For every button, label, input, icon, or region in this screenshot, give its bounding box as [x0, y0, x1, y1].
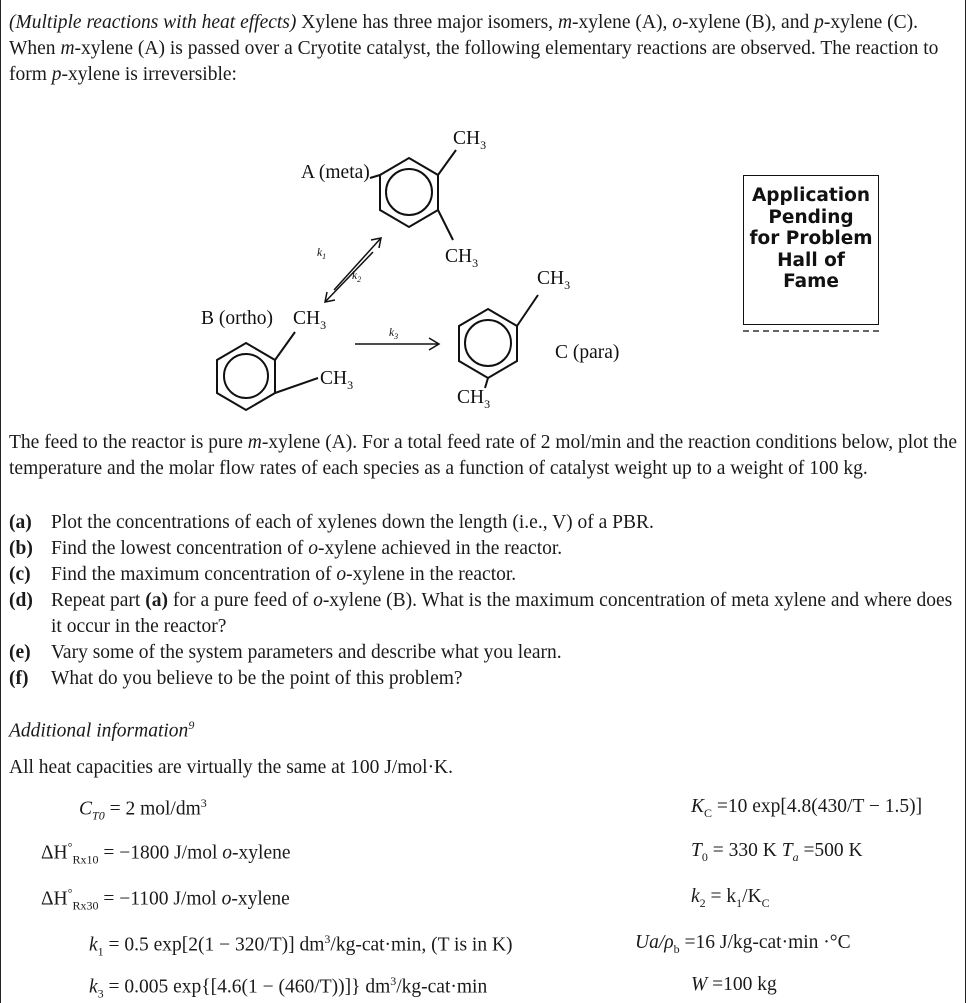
label-ortho: B (ortho): [201, 308, 274, 329]
eq-kc: $K_C =10$ exp[4.8(430/T − 1.5)]: [691, 796, 923, 820]
ch3-label: $CH_3$: [453, 128, 487, 152]
k2-label: $k_2$: [352, 270, 362, 284]
eq-t0-ta: $T_0 = 330$ K $T_a =500$ K: [691, 840, 863, 864]
label-meta: A (meta): [301, 162, 370, 183]
ch3-label: $CH_3$: [537, 268, 571, 292]
k3-label: $k_3$: [389, 327, 399, 341]
eq-w: W =100 kg: [691, 974, 777, 995]
feed-paragraph: The feed to the reactor is pure m-xylene (A). For a total feed rate of 2 mol/min and the reaction conditions below, plot the temperature and the molar flow rates of each species as a function of catalyst weight up to a weight of 100 kg.: [9, 432, 957, 479]
label-para: C (para): [555, 342, 620, 363]
problem-title: (Multiple reactions with heat effects): [9, 12, 297, 33]
intro-paragraph: (Multiple reactions with heat effects) Xylene has three major isomers, m-xylene (A), o-xylene (B), and p-xylene (C). When m-xylene (A) is passed over a Cryotite catalyst, the following elementary reactions are observed. The reaction to form p-xylene is irreversible:: [9, 12, 939, 85]
eq-ua: $Ua/\rho_b =16$ J/kg-cat·min ·°C: [635, 932, 851, 956]
eq-dh-rx30: $\Delta H^\circ_{Rx30} = -1100$ J/mol o-xylene: [41, 886, 290, 913]
question-e: (e) Vary some of the system parameters and describe what you learn.: [9, 642, 562, 663]
question-b: (b) Find the lowest concentration of o-xylene achieved in the reactor.: [9, 538, 563, 559]
eq-k3: $k_3 = 0.005$ exp{[4.6(1 − (460/T))]} $dm^3/kg-cat\cdot\min$: [89, 974, 488, 1001]
ortho-xylene-ring: [217, 332, 318, 410]
question-a: (a) Plot the concentrations of each of xylenes down the length (i.e., V) of a PBR.: [9, 512, 654, 533]
ch3-label: $CH_3$: [320, 368, 354, 392]
stamp-underline: [743, 330, 879, 332]
eq-k2: $k_2 = k_1/K_C$: [691, 886, 770, 910]
eq-dh-rx10: $\Delta H^\circ_{Rx10} = -1800$ J/mol o-xylene: [41, 840, 291, 867]
ch3-label: $CH_3$: [457, 387, 491, 411]
meta-xylene-ring: [370, 150, 456, 240]
k1-label: $k_1$: [317, 247, 327, 261]
eq-k1: $k_1 = 0.5$ exp[2(1 − 320/T)] $dm^3/kg-cat\cdot\min$, (T is in K): [89, 932, 513, 959]
question-list: [9, 510, 959, 692]
ch3-label: $CH_3$: [293, 308, 327, 332]
para-xylene-ring: [459, 295, 538, 388]
additional-info-heading: Additional information$^9$: [9, 718, 195, 742]
ch3-label: $CH_3$: [445, 246, 479, 270]
question-c: (c) Find the maximum concentration of o-xylene in the reactor.: [9, 564, 517, 585]
heat-capacity-note: All heat capacities are virtually the same at 100 J/mol·K.: [9, 757, 454, 778]
question-f: (f) What do you believe to be the point of this problem?: [9, 668, 463, 689]
hall-of-fame-stamp: Application Pending for Problem Hall of Fame: [743, 175, 879, 325]
question-d: (d) Repeat part (a) for a pure feed of o-xylene (B). What is the maximum concentration of meta xylene and where does it occur in the reactor?: [9, 590, 953, 637]
eq-ct0: $C_{T0} = 2$ mol/$dm^3$: [79, 796, 207, 823]
